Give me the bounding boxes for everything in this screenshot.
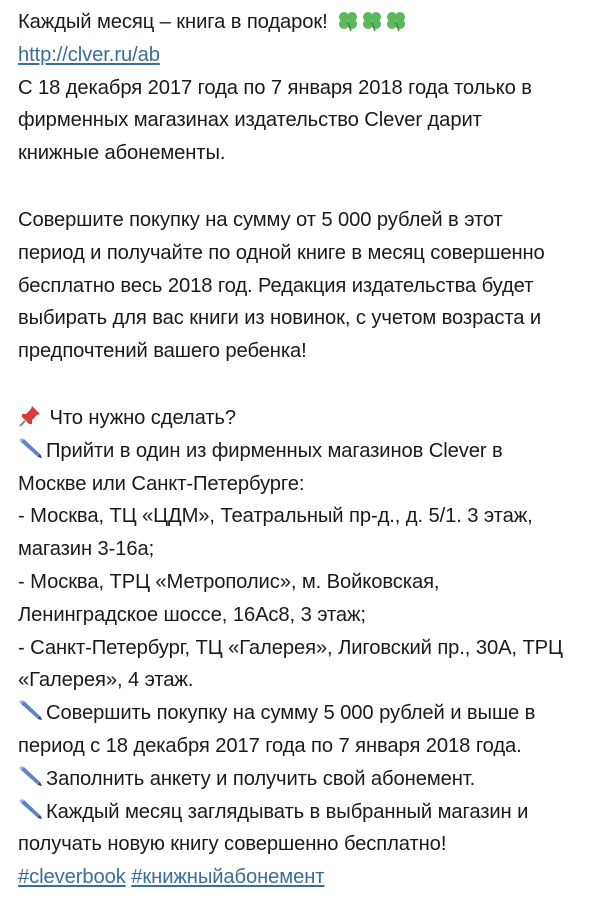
paragraph-gap: [18, 368, 584, 402]
intro-line: фирменных магазинах издательство Clever дарит: [18, 109, 482, 132]
address-line: - Москва, ТРЦ «Метрополис», м. Войковская,: [18, 570, 440, 593]
four-leaf-clover-icon: [385, 10, 407, 32]
step-4-line: получать новую книгу совершенно бесплатно!: [18, 833, 447, 856]
address-line: «Галерея», 4 этаж.: [18, 669, 194, 692]
link-line: [18, 39, 584, 72]
offer-line: выбирать для вас книги из новинок, с учетом возраста и: [18, 307, 542, 330]
offer-line: Совершите покупку на сумму от 5 000 рублей в этот: [18, 208, 503, 231]
intro-line: С 18 декабря 2017 года по 7 января 2018 года только в: [18, 76, 532, 99]
step-4-line: [18, 796, 584, 829]
offer-line: период и получайте по одной книге в месяц совершенно: [18, 241, 545, 264]
pencil-icon: [18, 765, 44, 789]
four-leaf-clover-icon: [337, 10, 359, 32]
post-title-line: [18, 6, 584, 39]
offer-line: бесплатно весь 2018 год. Редакция издательства будет: [18, 274, 534, 297]
post-title: Каждый месяц – книга в подарок!: [18, 11, 328, 33]
promo-link[interactable]: http://clver.ru/ab: [18, 43, 160, 66]
step-1-line: [18, 435, 584, 468]
step-2-line: [18, 697, 584, 730]
offer-line: предпочтений вашего ребенка!: [18, 340, 307, 363]
four-leaf-clover-icon: [361, 10, 383, 32]
pushpin-icon: [18, 404, 42, 428]
hashtags-line: [18, 861, 584, 894]
step-1-text: Прийти в один из фирменных магазинов Clever в: [46, 439, 503, 462]
address-line: - Москва, ТЦ «ЦДМ», Театральный пр-д., д. 5/1. 3 этаж,: [18, 505, 533, 528]
step-4-text: Каждый месяц заглядывать в выбранный магазин и: [46, 800, 529, 823]
step-3-line: [18, 763, 584, 796]
address-line: Ленинградское шоссе, 16Ас8, 3 этаж;: [18, 603, 366, 626]
hashtag-link[interactable]: #книжныйабонемент: [131, 866, 325, 889]
step-1-line: Москве или Санкт-Петербурге:: [18, 472, 305, 495]
pencil-icon: [18, 437, 44, 461]
address-line: - Санкт-Петербург, ТЦ «Галерея», Лиговский пр., 30А, ТРЦ: [18, 636, 563, 659]
question-text: Что нужно сделать?: [49, 406, 236, 429]
step-3-text: Заполнить анкету и получить свой абонемент.: [46, 767, 476, 790]
hashtag-link[interactable]: #cleverbook: [18, 866, 126, 889]
question-line: [18, 402, 584, 435]
intro-line: книжные абонементы.: [18, 142, 226, 165]
step-2-text: Совершить покупку на сумму 5 000 рублей и выше в: [46, 702, 536, 725]
paragraph-gap: [18, 170, 584, 204]
pencil-icon: [18, 798, 44, 822]
address-line: магазин 3-16а;: [18, 538, 155, 561]
pencil-icon: [18, 699, 44, 723]
step-2-line: период с 18 декабря 2017 года по 7 января 2018 года.: [18, 734, 522, 757]
